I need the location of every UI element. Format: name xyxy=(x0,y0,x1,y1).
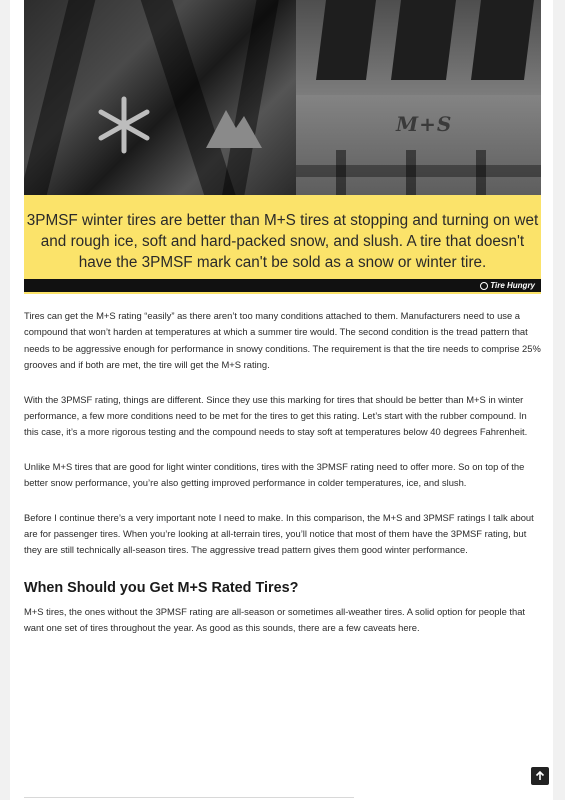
article-paragraph: M+S tires, the ones without the 3PMSF rating are all-season or sometimes all-weather tires. A solid option for people that want one set of tires throughout the year. As good as this sounds, there are a few caveats here. xyxy=(24,605,526,634)
brand-name: Tire Hungry xyxy=(490,281,535,290)
left-margin xyxy=(0,0,10,800)
section-heading: When Should you Get M+S Rated Tires? xyxy=(24,579,299,596)
brand-logo xyxy=(480,279,535,292)
3pmsf-tire-photo xyxy=(24,0,296,195)
tire-comparison-figure xyxy=(24,0,541,294)
brand-bar xyxy=(24,279,541,292)
figure-caption: 3PMSF winter tires are better than M+S tires at stopping and turning on wet and rough ice, soft and hard-packed snow, and slush. A tire that doesn't have the 3PMSF mark can't be sold as a snow or winter tire. xyxy=(26,212,539,271)
article-paragraph: With the 3PMSF rating, things are different. Since they use this marking for tires that should be better than M+S in winter performance, a few more conditions need to be met for the tires to get this rating. Let’s start with the rubber compound. In this case, it’s a more rigorous testing and the compound needs to stay soft at temperatures below 40 degrees Fahrenheit. xyxy=(24,393,528,438)
article-paragraph: Before I continue there’s a very important note I need to make. In this comparison, the M+S and 3PMSF ratings I talk about are for passenger tires. When you’re looking at all-terrain tires, you’ll notice that most of them have the 3PMSF rating, but they are still technically all-season tires. The aggressive tread pattern gives them good winter performance. xyxy=(24,511,534,556)
sidewall-lettering-shape xyxy=(306,0,536,90)
arrow-up-icon xyxy=(535,771,545,781)
divider xyxy=(24,797,354,798)
scroll-to-top-button[interactable] xyxy=(531,767,549,785)
mountain-peak-icon xyxy=(204,100,264,150)
article-paragraph: Tires can get the M+S rating “easily” as there aren’t too many conditions attached to them. Manufacturers need to use a compound that won’t harden at temperatures at which a summer tire would. The second condition is the tread pattern that needs to be aggressive enough for performance in snowy conditions. The requirement is that the tire needs to comprise 25% grooves and if both are met, the tire will get the M+S rating. xyxy=(24,310,541,371)
tire-logo-icon xyxy=(480,282,488,290)
right-scroll-rail xyxy=(553,0,565,800)
tire-photos xyxy=(24,0,541,195)
article-body xyxy=(24,308,542,655)
ms-tire-mark: M+S xyxy=(396,112,453,136)
ms-tire-photo xyxy=(296,0,541,195)
article-paragraph: Unlike M+S tires that are good for light winter conditions, tires with the 3PMSF rating need to offer more. So on top of the better snow performance, you’re also getting improved performance in colder temperatures, ice, and slush. xyxy=(24,460,525,489)
snowflake-icon xyxy=(94,95,154,155)
